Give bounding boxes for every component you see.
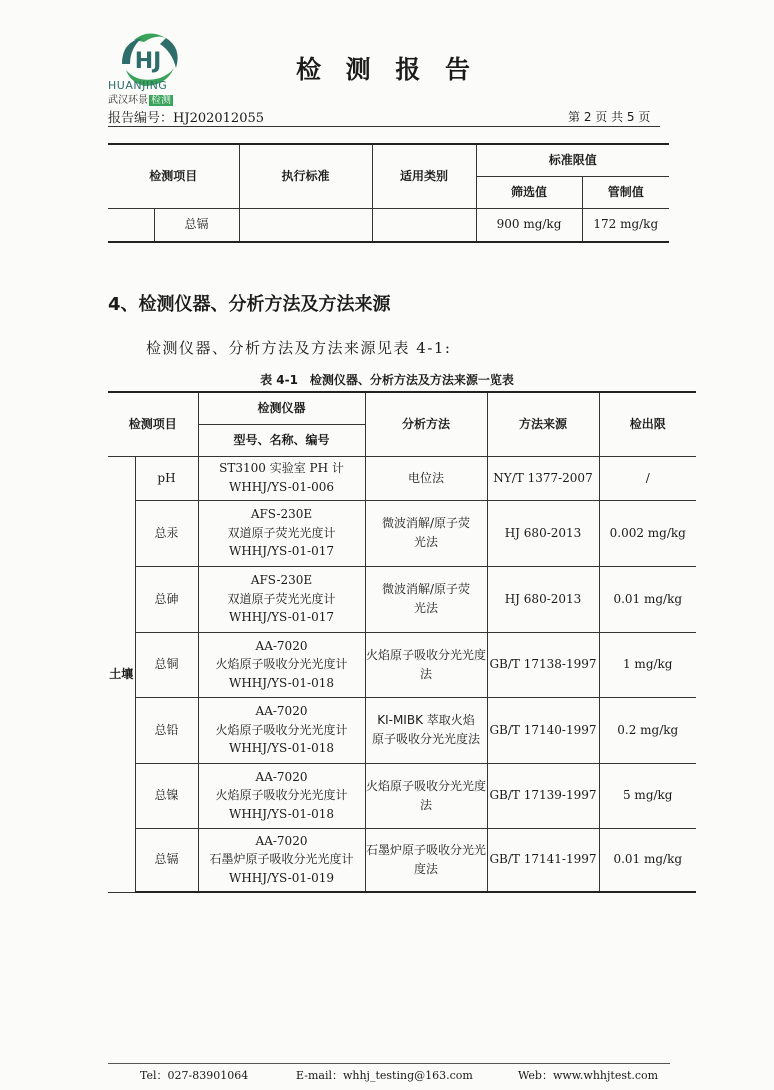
footer-web: Web：www.whhjtest.com bbox=[518, 1069, 659, 1082]
instrument-line: 石墨炉原子吸收分光光度计 bbox=[209, 852, 354, 867]
instrument-cell bbox=[198, 500, 365, 566]
source-cell: GB/T 17141-1997 bbox=[487, 828, 599, 892]
item-cell: 总铜 bbox=[135, 632, 198, 697]
instrument-line: AFS-230E bbox=[250, 573, 313, 588]
method-cell: 微波消解/原子荧光法 bbox=[365, 566, 487, 632]
header-source: 方法来源 bbox=[487, 392, 599, 456]
limit-cell: 0.01 mg/kg bbox=[599, 566, 696, 632]
table-row bbox=[108, 456, 696, 500]
header-item: 检测项目 bbox=[108, 392, 198, 456]
header-divider bbox=[108, 126, 660, 127]
svg-text:HJ: HJ bbox=[134, 49, 162, 74]
source-cell: GB/T 17139-1997 bbox=[487, 763, 599, 828]
standard-limits-table bbox=[108, 143, 669, 243]
instrument-method-table bbox=[108, 391, 696, 893]
header-screening: 筛选值 bbox=[476, 176, 582, 208]
method-cell: 石墨炉原子吸收分光光度法 bbox=[365, 828, 487, 892]
footer-divider bbox=[108, 1063, 670, 1064]
table-row bbox=[108, 763, 696, 828]
table-row bbox=[108, 697, 696, 763]
logo-cn-badge: 检测 bbox=[151, 95, 171, 106]
table-row bbox=[108, 566, 696, 632]
limit-cell: 5 mg/kg bbox=[599, 763, 696, 828]
header-instrument: 检测仪器 bbox=[198, 392, 365, 424]
item-cell: 总镉 bbox=[135, 828, 198, 892]
instrument-line: WHHJ/YS-01-006 bbox=[229, 480, 334, 494]
table-row bbox=[108, 632, 696, 697]
instrument-line: WHHJ/YS-01-017 bbox=[229, 610, 334, 625]
source-cell: HJ 680-2013 bbox=[487, 566, 599, 632]
method-cell: 火焰原子吸收分光光度法 bbox=[365, 632, 487, 697]
row-standard bbox=[239, 208, 372, 242]
limit-cell: 0.01 mg/kg bbox=[599, 828, 696, 892]
header-limit: 标准限值 bbox=[476, 144, 669, 176]
source-cell: GB/T 17140-1997 bbox=[487, 697, 599, 763]
limit-cell: 0.2 mg/kg bbox=[599, 697, 696, 763]
method-cell: 电位法 bbox=[365, 456, 487, 500]
instrument-line: 火焰原子吸收分光光度计 bbox=[215, 788, 348, 803]
instrument-line: AA-7020 bbox=[255, 833, 308, 848]
instrument-line: 双道原子荧光光度计 bbox=[227, 525, 336, 540]
table-caption: 表 4-1 检测仪器、分析方法及方法来源一览表 bbox=[260, 373, 514, 387]
instrument-line: WHHJ/YS-01-018 bbox=[229, 741, 334, 756]
category-cell: 土壤 bbox=[108, 456, 135, 892]
instrument-line: 火焰原子吸收分光光度计 bbox=[215, 657, 348, 672]
header-method: 分析方法 bbox=[365, 392, 487, 456]
report-number bbox=[108, 107, 264, 126]
item-cell: 总汞 bbox=[135, 500, 198, 566]
instrument-line: WHHJ/YS-01-019 bbox=[229, 871, 334, 886]
row-category bbox=[372, 208, 476, 242]
instrument-cell bbox=[198, 566, 365, 632]
section-heading: 4、检测仪器、分析方法及方法来源 bbox=[108, 294, 391, 315]
instrument-line: WHHJ/YS-01-018 bbox=[229, 806, 334, 821]
item-cell: 总镍 bbox=[135, 763, 198, 828]
row-item: 总镉 bbox=[154, 208, 239, 242]
section-intro: 检测仪器、分析方法及方法来源见表 4-1: bbox=[146, 339, 452, 357]
header-instrument-sub: 型号、名称、编号 bbox=[198, 424, 365, 456]
source-cell: NY/T 1377-2007 bbox=[487, 456, 599, 500]
instrument-line: AA-7020 bbox=[255, 704, 308, 719]
table-row bbox=[108, 500, 696, 566]
instrument-line: AA-7020 bbox=[255, 638, 308, 653]
logo-text-en: HUANJING bbox=[108, 79, 168, 92]
row-screening: 900 mg/kg bbox=[476, 208, 582, 242]
footer-tel: Tel：027-83901064 bbox=[140, 1069, 249, 1082]
footer-email: E-mail：whhj_testing@163.com bbox=[296, 1069, 473, 1082]
report-number-label: 报告编号： bbox=[108, 111, 174, 126]
page-indicator: 第 2 页 共 5 页 bbox=[568, 110, 651, 124]
limit-cell: / bbox=[599, 456, 696, 500]
method-cell: KI-MIBK 萃取火焰原子吸收分光光度法 bbox=[365, 697, 487, 763]
item-cell: 总铅 bbox=[135, 697, 198, 763]
report-number-value: HJ202012055 bbox=[173, 111, 265, 126]
instrument-cell bbox=[198, 697, 365, 763]
instrument-line: 火焰原子吸收分光光度计 bbox=[215, 722, 348, 737]
instrument-cell bbox=[198, 763, 365, 828]
instrument-line: 双道原子荧光光度计 bbox=[227, 591, 336, 606]
row-control: 172 mg/kg bbox=[582, 208, 669, 242]
logo-text-cn bbox=[108, 91, 173, 106]
instrument-line: ST3100 实验室 PH 计 bbox=[219, 461, 344, 476]
instrument-line: WHHJ/YS-01-018 bbox=[229, 675, 334, 690]
row-blank bbox=[108, 208, 154, 242]
header-standard: 执行标准 bbox=[239, 144, 372, 208]
instrument-cell bbox=[198, 456, 365, 500]
limit-cell: 0.002 mg/kg bbox=[599, 500, 696, 566]
table-row bbox=[108, 828, 696, 892]
source-cell: GB/T 17138-1997 bbox=[487, 632, 599, 697]
method-cell: 火焰原子吸收分光光度法 bbox=[365, 763, 487, 828]
limit-cell: 1 mg/kg bbox=[599, 632, 696, 697]
item-cell: pH bbox=[135, 456, 198, 500]
method-cell: 微波消解/原子荧光法 bbox=[365, 500, 487, 566]
instrument-cell bbox=[198, 828, 365, 892]
instrument-cell bbox=[198, 632, 365, 697]
logo-cn-name: 武汉环景 bbox=[108, 95, 148, 106]
source-cell: HJ 680-2013 bbox=[487, 500, 599, 566]
header-item: 检测项目 bbox=[108, 144, 239, 208]
header-category: 适用类别 bbox=[372, 144, 476, 208]
document-title: 检 测 报 告 bbox=[295, 55, 479, 84]
item-cell: 总砷 bbox=[135, 566, 198, 632]
instrument-line: WHHJ/YS-01-017 bbox=[229, 544, 334, 559]
header-limit: 检出限 bbox=[599, 392, 696, 456]
header-control: 管制值 bbox=[582, 176, 669, 208]
instrument-line: AA-7020 bbox=[255, 769, 308, 784]
instrument-line: AFS-230E bbox=[250, 507, 313, 522]
